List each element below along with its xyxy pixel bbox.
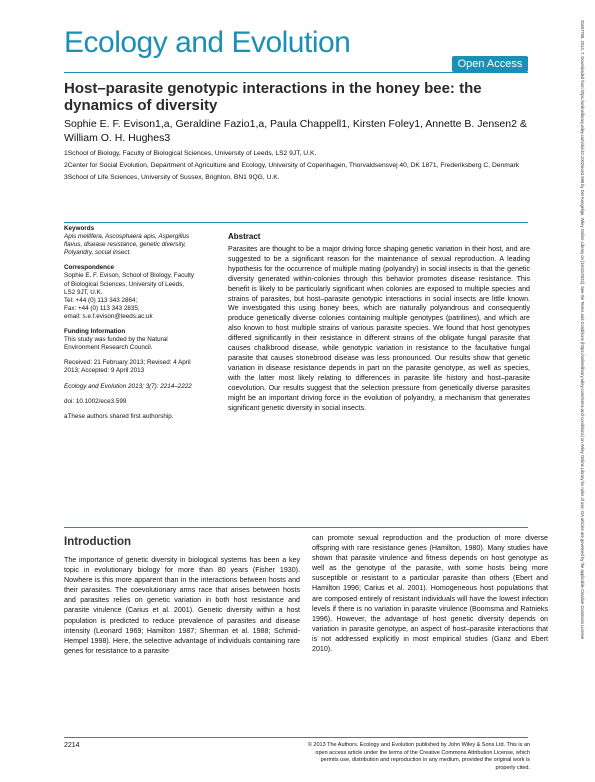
download-watermark-text: 20457758, 2013, 7, Downloaded from https://onlinelibrary.wiley.com/doi/10.1002/ece3.599 by Det Kongelige, Wiley Online Library on [15/10/2023]. See the Terms and Conditions (https://onlinelibrary.wiley.com/terms-and-conditions) on Wiley Online Library for rules of use; OA articles are governed by the applicable Creative Commons License <box>580 20 585 640</box>
keywords-heading: Keywords <box>64 225 95 232</box>
abstract-heading: Abstract <box>228 232 261 241</box>
correspondence-address: Sophie E. F. Evison, School of Biology, Faculty of Biological Sciences, University of Leeds, LS2 9JT, U.K. <box>64 272 195 296</box>
download-watermark <box>575 20 589 768</box>
citation: Ecology and Evolution 2013; 3(7): 2214–2222 <box>64 382 192 390</box>
abstract <box>228 232 530 413</box>
funding-heading: Funding Information <box>64 328 126 336</box>
introduction-column-1: The importance of genetic diversity in biological systems has been a key topic in evolutionary biology for more than 80 years (Fisher 1930). Nowhere is this more apparent than in the interactions between hosts and their parasites. The coevolutionary arms race that arises between hosts and parasites relies on genetic variation in both host resistance and parasite virulence (Carius et al. 2001). Genetic diversity within a host population is predicted to reduce prevalence of parasites and disease intensity (Leonard 1969; Hamilton 1987; Sherman et al. 1988; Schmid-Hempel 1998). Here, the selective advantage of individuals containing rare genes for resistance to a parasite <box>64 556 300 655</box>
article-sidebar <box>64 225 196 428</box>
copyright-notice: © 2013 The Authors. Ecology and Evolution published by John Wiley & Sons Ltd. This is an open access article under the terms of the Creative Commons Attribution License, which permits use, distribution and reproduction in any medium, provided the original work is properly cited. <box>307 742 530 771</box>
affiliation-1: 1School of Biology, Faculty of Biological Sciences, University of Leeds, LS2 9JT, U.K. <box>64 150 317 157</box>
header-rule <box>64 72 528 73</box>
introduction-column-2: can promote sexual reproduction and the production of more diverse offspring with rare resistance genes (Hamilton, 1980). Many studies have shown that parasite virulence and fitness depends on host genotype as well as the genotype of the parasite, with some hosts being more susceptible or resistant to a particular parasite than others (Ebert and Hamilton 1996; Carius et al. 2001). Homogeneous host populations that are composed entirely of resistant individuals will have the lowest infection levels if there is no variation in parasite virulence (Boomsma and Ratnieks 1996). However, the advantage of host genetic diversity depends on variation in parasite genotype, an aspect of host–parasite interactions that is not addressed explicitly in most empirical studies (Ganz and Ebert 2010). <box>312 534 548 654</box>
affiliation-2: 2Center for Social Evolution, Department of Agriculture and Ecology, University of Copenhagen, Thorvaldsensvej 40, DK 1871, Frederiksberg C, Denmark <box>64 161 520 169</box>
correspondence-heading: Correspondence <box>64 264 115 272</box>
article-dates: Received: 21 February 2013; Revised: 4 April 2013; Accepted: 9 April 2013 <box>64 359 191 375</box>
intro-rule <box>64 527 528 528</box>
fax: Fax: +44 (0) 113 343 2835; <box>64 304 140 312</box>
open-access-badge: Open Access <box>452 56 528 72</box>
abstract-text: Parasites are thought to be a major driving force shaping genetic variation in their host, and are suggested to be a significant reason for the maintenance of sexual reproduction. A leading hypothesis for the occurrence of multiple mating (polyandry) in social insects is that the genetic diversity generated within-colonies through this behavior promotes disease resistance. This benefit is likely to be particularly significant when colonies are exposed to multiple species and strains of parasites, but host–parasite genotypic interactions in social insects are little known. We investigated this using honey bees, which are naturally polyandrous and consequently produce genetically diverse colonies containing multiple genotypes (patrilines), and which are also known to host multiple strains of various parasite species. We found that host genotypes differed significantly in their resistance in different strains of the obligate fungal parasite that causes chalkbrood disease, while genotypic variation in resistance to the facultative fungal parasite that causes stonebrood disease was less pronounced. Our results show that genetic variation in disease resistance depends in part on the parasite genotype, as well as species, with the latter most likely relating to differences in parasite life history and host–parasite coevolution. Our results suggest that the selection pressure from genetically diverse parasites might be an important driving force in the evolution of polyandry, a mechanism that generates significant genetic diversity in social insects. <box>228 245 530 412</box>
affiliations <box>64 150 544 186</box>
affiliation-3: 3School of Life Sciences, University of Sussex, Brighton, BN1 9QG, U.K. <box>64 173 280 181</box>
page-number: 2214 <box>64 742 80 749</box>
keywords: Apis mellifera, Ascosphaera apis, Aspergillus flavus, disease resistance, genetic diversity, Polyandry, social insect. <box>64 233 190 257</box>
funding-text: This study was funded by the Natural Environment Research Council. <box>64 336 168 352</box>
article-title: Host–parasite genotypic interactions in the honey bee: the dynamics of diversity <box>64 80 482 114</box>
footer-rule <box>64 737 528 738</box>
email-link[interactable]: email: s.e.f.evison@leeds.ac.uk <box>64 312 153 320</box>
journal-name: Ecology and Evolution <box>64 26 351 59</box>
introduction-heading: Introduction <box>64 536 132 548</box>
first-author-footnote: aThese authors shared first authorship. <box>64 412 174 420</box>
doi-link[interactable]: doi: 10.1002/ece3.599 <box>64 397 127 405</box>
author-list: Sophie E. F. Evison1,a, Geraldine Fazio1,a, Paula Chappell1, Kirsten Foley1, Annette B. Jensen2 & William O. H. Hughes3 <box>64 118 527 144</box>
telephone: Tel: +44 (0) 113 343 2864; <box>64 296 138 304</box>
section-rule <box>64 222 528 223</box>
